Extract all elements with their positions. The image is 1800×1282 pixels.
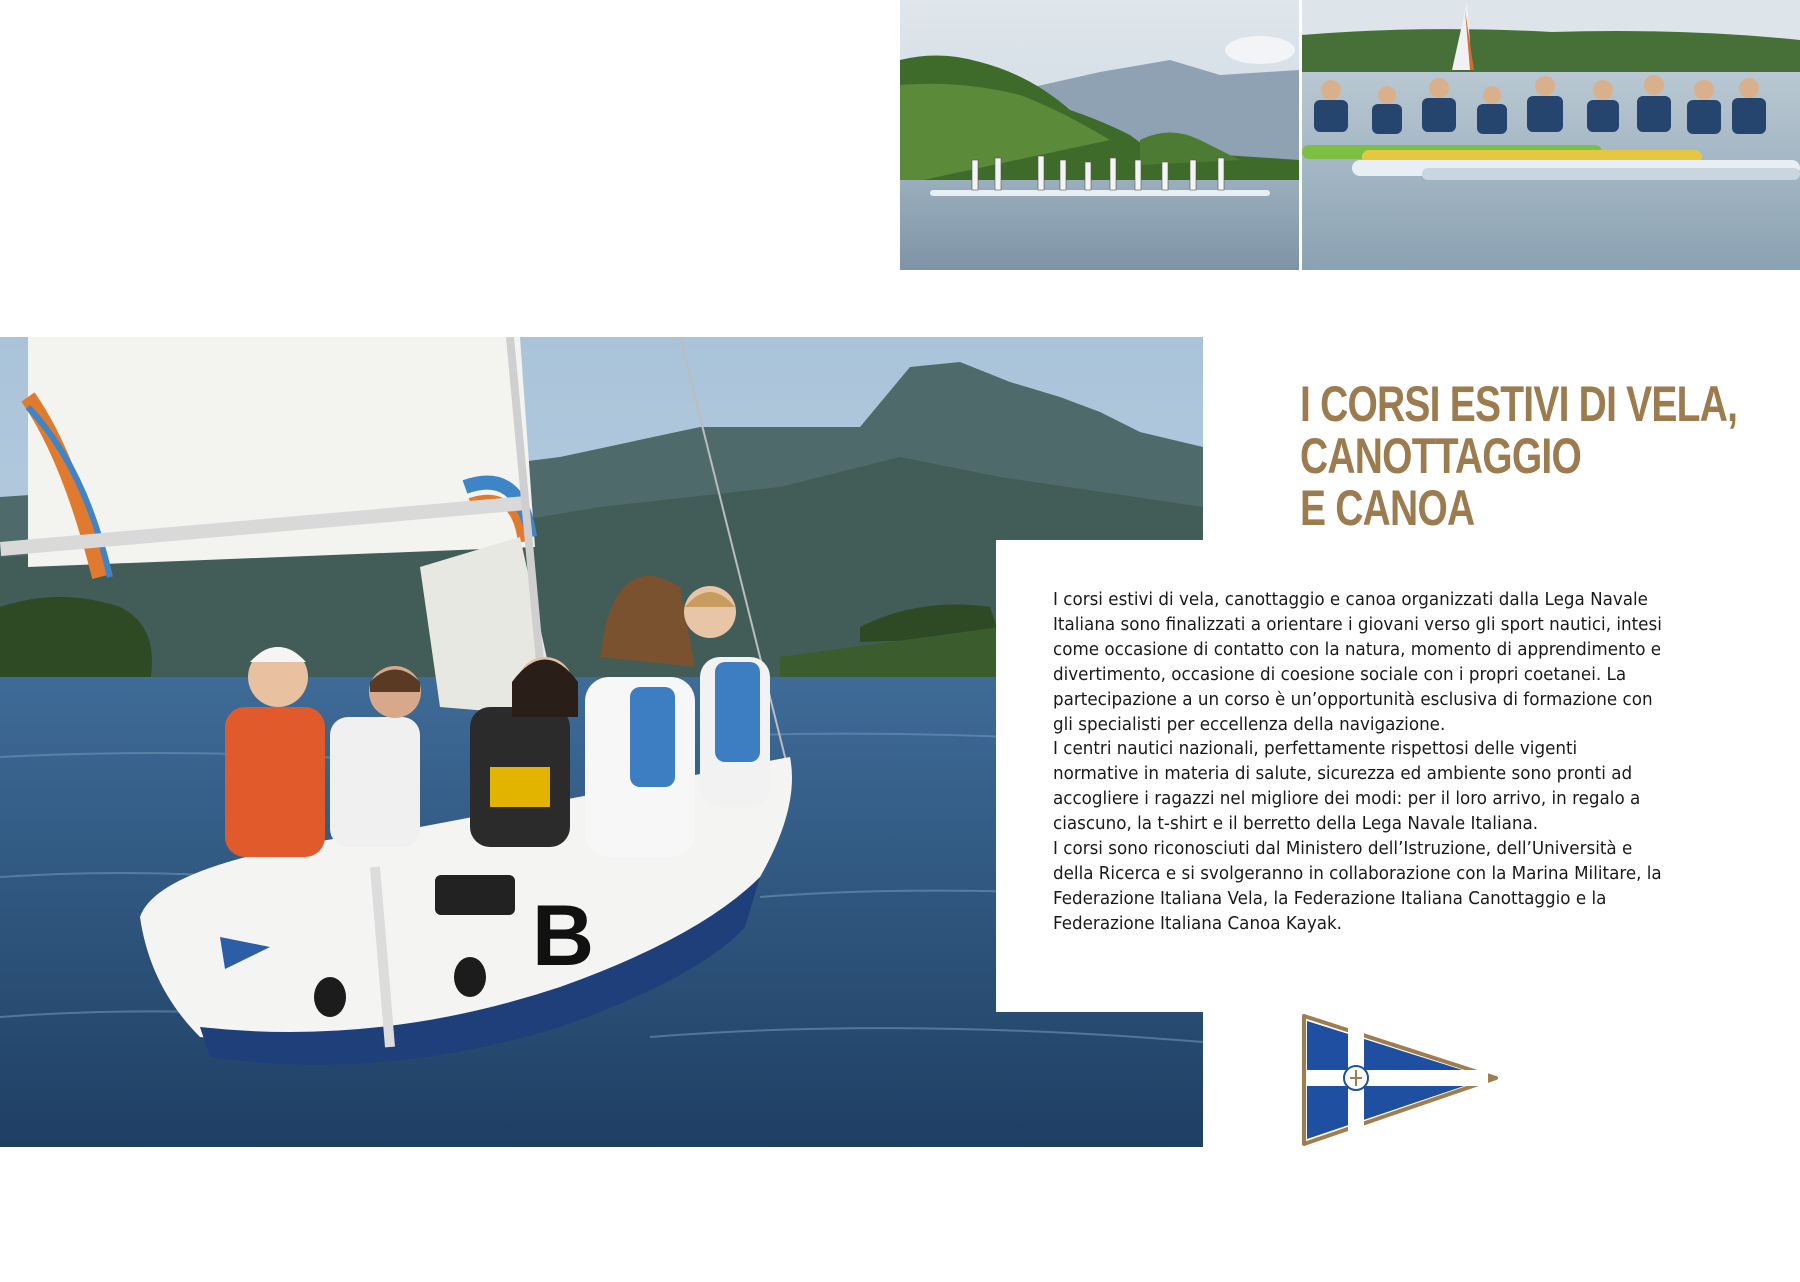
body-paragraph: I corsi sono riconosciuti dal Ministero dell’Istruzione, dell’Università e della Ricerca e si svolgeranno in collaborazione con la Marina Militare, la Federazione Italiana Vela, la Federazione Italiana Canottaggio e la Federazione Italiana Canoa Kayak.: [1053, 838, 1662, 934]
kayak-group-icon: [1302, 0, 1800, 270]
body-paragraph: I centri nautici nazionali, perfettamente rispettosi delle vigenti normative in materia di salute, sicurezza ed ambiente sono pronti ad accogliere i ragazzi nel migliore dei modi: per il loro arrivo, in regalo a ciascuno, la t-shirt e il berretto della Lega Navale Italiana.: [1053, 738, 1641, 835]
body-paragraph: I corsi estivi di vela, canottaggio e canoa organizzati dalla Lega Navale Italiana sono finalizzati a orientare i giovani verso gli sport nautici, intesi come occasione di contatto con la natura, momento di apprendimento e divertimento, occasione di coesione sociale con i propri coetanei. La partecipazione a un corso è un’opportunità esclusiva di formazione con gli specialisti per eccellenza della navigazione.: [1053, 589, 1662, 735]
paddleboard-group-icon: [900, 0, 1299, 270]
page-title: [1300, 376, 1738, 536]
title-line-2: CANOTTAGGIO: [1300, 428, 1582, 484]
title-line-3: E CANOA: [1300, 480, 1475, 536]
photo-paddleboard-group: [900, 0, 1299, 270]
title-line-1: I CORSI ESTIVI DI VELA,: [1300, 376, 1738, 432]
lega-navale-pennant-icon: [1300, 1012, 1500, 1148]
body-text: [1053, 588, 1667, 937]
boat-sail-letter: B: [532, 888, 595, 984]
photo-kayak-group: [1302, 0, 1800, 270]
